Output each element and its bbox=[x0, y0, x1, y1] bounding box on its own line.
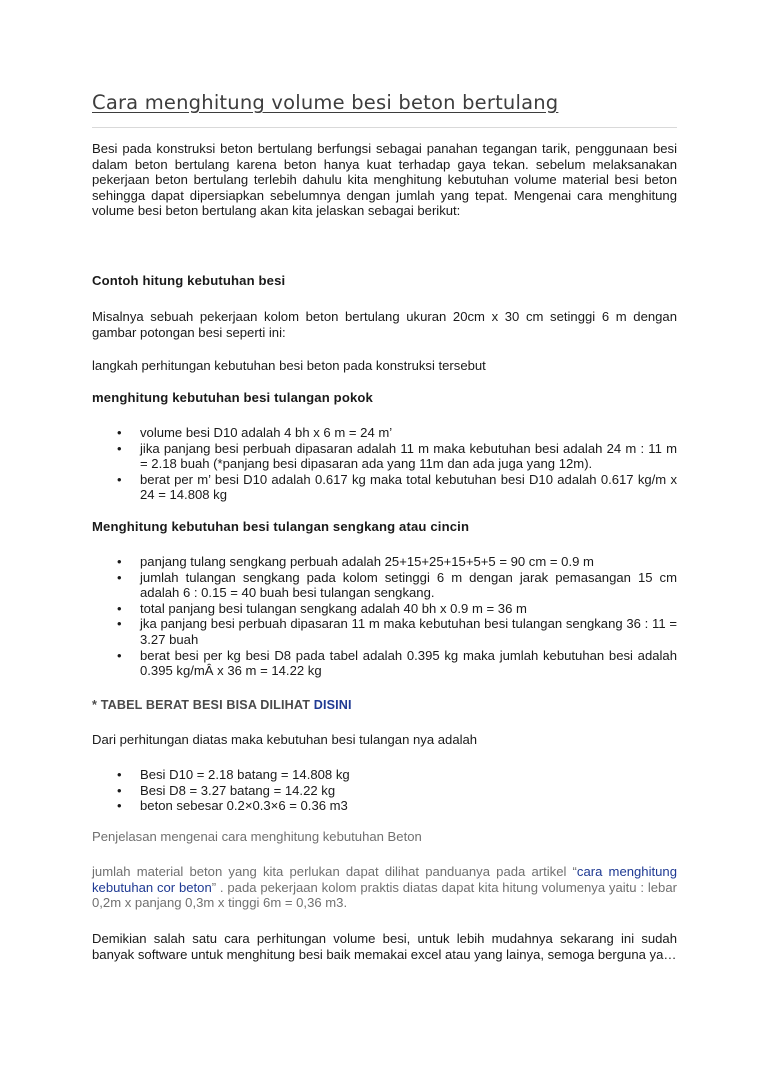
list-item: • jumlah tulangan sengkang pada kolom setinggi 6 m dengan jarak pemasangan 15 cm adalah 6 : 0.15 = 40 buah besi tulangan sengkang. bbox=[92, 570, 677, 601]
example-paragraph: Misalnya sebuah pekerjaan kolom beton bertulang ukuran 20cm x 30 cm setinggi 6 m dengan gambar potongan besi seperti ini: bbox=[92, 309, 677, 340]
disini-link[interactable]: DISINI bbox=[313, 698, 352, 712]
concrete-paragraph bbox=[92, 864, 677, 911]
concrete-article-link[interactable]: cara menghitung kebutuhan cor beton bbox=[92, 864, 677, 895]
intro-paragraph: Besi pada konstruksi beton bertulang berfungsi sebagai panahan tegangan tarik, penggunaan besi dalam beton bertulang karena beton hanya kuat terhadap gaya tekan. sebelum melaksanakan pekerjaan beton bertulang terlebih dahulu kita menghitung kebutuhan volume material besi beton sehingga dapat dipersiapkan sebelumnya dengan jumlah yang tepat. Mengenai cara menghitung volume besi beton bertulang akan kita jelaskan sebagai berikut: bbox=[92, 141, 677, 219]
table-note bbox=[92, 698, 352, 712]
result-paragraph: Dari perhitungan diatas maka kebutuhan besi tulangan nya adalah bbox=[92, 732, 478, 747]
table-note-label: * TABEL BERAT BESI BISA DILIHAT bbox=[92, 698, 314, 712]
page-title: Cara menghitung volume besi beton bertulang bbox=[92, 91, 559, 114]
stirrup-heading: Menghitung kebutuhan besi tulangan sengkang atau cincin bbox=[92, 519, 470, 534]
title-divider bbox=[92, 127, 677, 128]
list-item: • Besi D10 = 2.18 batang = 14.808 kg bbox=[92, 767, 677, 783]
list-item: • Besi D8 = 3.27 batang = 14.22 kg bbox=[92, 783, 677, 799]
list-item: • jika panjang besi perbuah dipasaran adalah 11 m maka kebutuhan besi adalah 24 m : 11 m = 2.18 buah (*panjang besi dipasaran ada yang 11m dan ada juga yang 12m). bbox=[92, 441, 677, 472]
stirrup-list bbox=[92, 554, 677, 679]
list-item: • berat per m’ besi D10 adalah 0.617 kg maka total kebutuhan besi D10 adalah 0.617 kg/m x 24 = 14.808 kg bbox=[92, 472, 677, 503]
concrete-text-after: ” . pada pekerjaan kolom praktis diatas dapat kita hitung volumenya yaitu : lebar 0,2m x panjang 0,3m x tinggi 6m = 0,36 m3. bbox=[92, 879, 677, 911]
list-item: • beton sebesar 0.2×0.3×6 = 0.36 m3 bbox=[92, 798, 677, 814]
closing-paragraph: Demikian salah satu cara perhitungan volume besi, untuk lebih mudahnya sekarang ini sudah banyak software untuk menghitung besi baik memakai excel atau yang lainya, semoga berguna ya… bbox=[92, 931, 677, 962]
example-heading: Contoh hitung kebutuhan besi bbox=[92, 273, 286, 288]
list-item: • panjang tulang sengkang perbuah adalah 25+15+25+15+5+5 = 90 cm = 0.9 m bbox=[92, 554, 677, 570]
steps-paragraph: langkah perhitungan kebutuhan besi beton pada konstruksi tersebut bbox=[92, 358, 486, 373]
list-item: • berat besi per kg besi D8 pada tabel adalah 0.395 kg maka jumlah kebutuhan besi adalah 0.395 kg/mÂ x 36 m = 14.22 kg bbox=[92, 648, 677, 679]
concrete-text-before: jumlah material beton yang kita perlukan dapat dilihat panduanya pada artikel “ bbox=[92, 864, 577, 879]
list-item: • jka panjang besi perbuah dipasaran 11 m maka kebutuhan besi tulangan sengkang 36 : 11 = 3.27 buah bbox=[92, 616, 677, 647]
concrete-heading: Penjelasan mengenai cara menghitung kebutuhan Beton bbox=[92, 829, 422, 844]
list-item: • volume besi D10 adalah 4 bh x 6 m = 24 m’ bbox=[92, 425, 677, 441]
main-rebar-list bbox=[92, 425, 677, 503]
result-list bbox=[92, 767, 677, 814]
main-rebar-heading: menghitung kebutuhan besi tulangan pokok bbox=[92, 390, 373, 405]
list-item: • total panjang besi tulangan sengkang adalah 40 bh x 0.9 m = 36 m bbox=[92, 601, 677, 617]
